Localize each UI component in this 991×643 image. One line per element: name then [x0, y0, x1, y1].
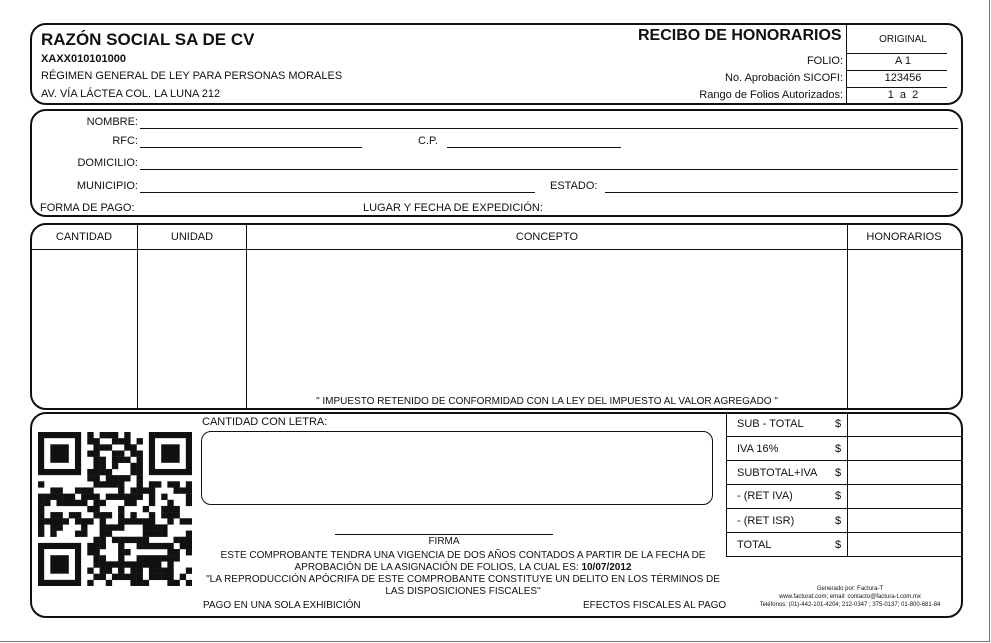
folio-value: A 1 [895, 55, 911, 67]
rango-label: Rango de Folios Autorizados: [699, 89, 843, 101]
vigencia-line-1: ESTE COMPROBANTE TENDRA UNA VIGENCIA DE DOS AÑOS CONTADOS A PARTIR DE LA FECHA DE [220, 550, 706, 561]
items-header-line [31, 249, 962, 250]
legal-line-2: LAS DISPOSICIONES FISCALES" [385, 586, 541, 597]
total-label-total: TOTAL [737, 539, 772, 551]
domicilio-field[interactable] [140, 169, 958, 170]
total-label-subtotal: SUB - TOTAL [737, 418, 804, 430]
company-name: RAZÓN SOCIAL SA DE CV [41, 30, 255, 49]
forma-pago-label: FORMA DE PAGO: [40, 202, 135, 214]
rfc-field[interactable] [140, 147, 362, 148]
totals-bottom [726, 556, 962, 557]
cantidad-letra-label: CANTIDAD CON LETRA: [202, 416, 328, 428]
cantidad-letra-field[interactable] [201, 431, 713, 505]
total-label-subtotal-iva: SUBTOTAL+IVA [737, 467, 818, 479]
pago-label: PAGO EN UNA SOLA EXHIBICIÓN [203, 600, 361, 611]
totals-row-line-3 [726, 484, 962, 485]
client-box [30, 109, 963, 217]
items-col-sep-1 [137, 224, 138, 409]
total-currency-subtotal: $ [835, 418, 842, 430]
rfc-label: RFC: [112, 135, 138, 147]
vigencia-line-2-text: APROBACIÓN DE LA ASIGNACIÓN DE FOLIOS, LA CUAL ES: [294, 562, 579, 573]
cp-field[interactable] [447, 147, 621, 148]
municipio-label: MUNICIPIO: [76, 180, 138, 192]
total-currency-ret-iva: $ [835, 490, 842, 502]
totals-row-line-5 [726, 532, 962, 533]
items-col-sep-3 [847, 224, 848, 409]
header-row-line-3 [847, 87, 947, 88]
total-label-iva: IVA 16% [737, 443, 779, 455]
generado-line-2: www.facturat.com; email: contacto@factura-t.com.mx [779, 594, 921, 600]
folio-label: FOLIO: [806, 55, 843, 67]
estado-field[interactable] [605, 192, 958, 193]
generado-line-3: Teléfonos: (01)-442-101-4204; 212-0347 ; 375-0137; 01-800-681-84 [759, 602, 941, 608]
total-label-ret-isr: - (RET ISR) [737, 515, 795, 527]
legal-line-1: "LA REPRODUCCIÓN APÓCRIFA DE ESTE COMPROBANTE CONSTITUYE UN DELITO EN LOS TÉRMINOS DE [206, 574, 720, 585]
domicilio-label: DOMICILIO: [77, 157, 138, 169]
total-currency-subtotal-iva: $ [835, 467, 842, 479]
total-currency-iva: $ [835, 443, 842, 455]
iva-note: " IMPUESTO RETENIDO DE CONFORMIDAD CON LA LEY DEL IMPUESTO AL VALOR AGREGADO " [316, 396, 778, 407]
col-concepto: CONCEPTO [515, 231, 579, 243]
col-unidad: UNIDAD [170, 231, 214, 243]
vigencia-date: 10/07/2012 [581, 562, 632, 573]
total-label-ret-iva: - (RET IVA) [737, 490, 793, 502]
totals-row-line-2 [726, 460, 962, 461]
col-honorarios: HONORARIOS [866, 231, 942, 243]
total-currency-ret-isr: $ [835, 515, 842, 527]
municipio-field[interactable] [140, 192, 535, 193]
efectos-label: EFECTOS FISCALES AL PAGO [583, 600, 727, 611]
nombre-field[interactable] [140, 128, 958, 129]
totals-row-line-4 [726, 508, 962, 509]
rango-value: 1 a 2 [887, 89, 919, 101]
cp-label: C.P. [418, 135, 438, 147]
estado-label: ESTADO: [550, 180, 598, 192]
header-divider [846, 24, 847, 104]
generado-line-1: Generado por: Factura-T [816, 586, 884, 592]
nombre-label: NOMBRE: [86, 116, 138, 128]
totals-row-line-1 [726, 436, 962, 437]
firma-line[interactable] [335, 534, 553, 535]
aprobacion-value: 123456 [884, 72, 922, 84]
col-cantidad: CANTIDAD [55, 231, 113, 243]
company-regimen: RÉGIMEN GENERAL DE LEY PARA PERSONAS MORALES [41, 70, 343, 82]
document-title: RECIBO DE HONORARIOS [638, 27, 842, 44]
firma-label: FIRMA [428, 536, 460, 547]
header-row-line-2 [847, 70, 947, 71]
copy-label: ORIGINAL [879, 34, 927, 45]
lugar-fecha-label: LUGAR Y FECHA DE EXPEDICIÓN: [363, 202, 543, 214]
vigencia-line-2 [205, 562, 721, 573]
total-currency-total: $ [835, 539, 842, 551]
items-box [30, 223, 963, 410]
qr-code [38, 432, 192, 586]
aprobacion-label: No. Aprobación SICOFI: [725, 72, 843, 84]
company-rfc: XAXX010101000 [41, 53, 127, 65]
items-col-sep-2 [246, 224, 247, 409]
header-row-line-1 [847, 53, 947, 54]
company-address: AV. VÍA LÁCTEA COL. LA LUNA 212 [41, 88, 221, 100]
